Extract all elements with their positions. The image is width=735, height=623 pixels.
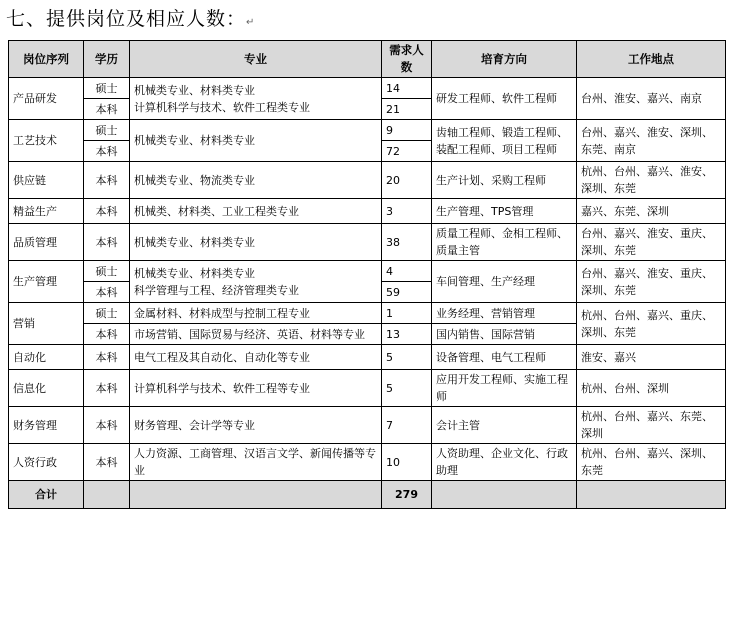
count-cell: 4 (382, 261, 432, 282)
table-row (9, 78, 726, 99)
education-cell: 本科 (84, 407, 130, 444)
category-cell: 人资行政 (9, 444, 84, 481)
count-cell: 7 (382, 407, 432, 444)
table-row (9, 162, 726, 199)
count-cell: 38 (382, 224, 432, 261)
education-cell: 本科 (84, 141, 130, 162)
category-cell: 品质管理 (9, 224, 84, 261)
col-header-major: 专业 (130, 41, 382, 78)
table-row (9, 370, 726, 407)
count-cell: 5 (382, 370, 432, 407)
education-cell: 本科 (84, 99, 130, 120)
location-cell: 杭州、台州、嘉兴、东莞、深圳 (577, 407, 726, 444)
direction-cell: 生产计划、采购工程师 (432, 162, 577, 199)
location-cell: 台州、嘉兴、淮安、重庆、深圳、东莞 (577, 261, 726, 303)
major-cell: 机械类专业、材料类专业 (130, 224, 382, 261)
category-cell: 供应链 (9, 162, 84, 199)
count-cell: 59 (382, 282, 432, 303)
count-cell: 1 (382, 303, 432, 324)
count-cell: 14 (382, 78, 432, 99)
positions-table (8, 40, 726, 509)
direction-cell: 研发工程师、软件工程师 (432, 78, 577, 120)
table-row (9, 120, 726, 141)
location-cell: 台州、嘉兴、淮安、深圳、东莞、南京 (577, 120, 726, 162)
location-cell: 淮安、嘉兴 (577, 345, 726, 370)
col-header-count: 需求人数 (382, 41, 432, 78)
direction-cell: 齿轴工程师、锻造工程师、装配工程师、项目工程师 (432, 120, 577, 162)
education-cell: 本科 (84, 370, 130, 407)
education-cell: 本科 (84, 162, 130, 199)
count-cell: 5 (382, 345, 432, 370)
col-header-direction: 培育方向 (432, 41, 577, 78)
direction-cell: 人资助理、企业文化、行政助理 (432, 444, 577, 481)
direction-cell: 业务经理、营销管理 (432, 303, 577, 324)
category-cell: 生产管理 (9, 261, 84, 303)
major-cell: 机械类专业、材料类专业 科学管理与工程、经济管理类专业 (130, 261, 382, 303)
count-cell: 20 (382, 162, 432, 199)
direction-cell: 会计主管 (432, 407, 577, 444)
category-cell: 工艺技术 (9, 120, 84, 162)
major-cell: 机械类专业、材料类专业 计算机科学与技术、软件工程类专业 (130, 78, 382, 120)
major-cell: 机械类专业、材料类专业 (130, 120, 382, 162)
education-cell: 本科 (84, 345, 130, 370)
education-cell: 硕士 (84, 303, 130, 324)
category-cell: 信息化 (9, 370, 84, 407)
education-cell: 本科 (84, 282, 130, 303)
category-cell: 精益生产 (9, 199, 84, 224)
table-row (9, 345, 726, 370)
location-cell: 台州、淮安、嘉兴、南京 (577, 78, 726, 120)
table-row (9, 199, 726, 224)
major-cell: 金属材料、材料成型与控制工程专业 (130, 303, 382, 324)
education-cell: 本科 (84, 224, 130, 261)
major-cell: 机械类专业、物流类专业 (130, 162, 382, 199)
education-cell: 本科 (84, 199, 130, 224)
location-cell: 杭州、台州、嘉兴、重庆、深圳、东莞 (577, 303, 726, 345)
education-cell: 硕士 (84, 261, 130, 282)
major-cell: 市场营销、国际贸易与经济、英语、材料等专业 (130, 324, 382, 345)
count-cell: 9 (382, 120, 432, 141)
location-cell: 杭州、台州、嘉兴、淮安、深圳、东莞 (577, 162, 726, 199)
total-row (9, 481, 726, 509)
education-cell: 本科 (84, 324, 130, 345)
section-title: 七、提供岗位及相应人数： (6, 8, 247, 30)
location-cell: 台州、嘉兴、淮安、重庆、深圳、东莞 (577, 224, 726, 261)
education-cell: 本科 (84, 444, 130, 481)
major-cell: 电气工程及其自动化、自动化等专业 (130, 345, 382, 370)
direction-cell: 国内销售、国际营销 (432, 324, 577, 345)
major-cell: 人力资源、工商管理、汉语言文学、新闻传播等专业 (130, 444, 382, 481)
direction-cell: 应用开发工程师、实施工程师 (432, 370, 577, 407)
table-row (9, 303, 726, 324)
table-header-row (9, 41, 726, 78)
location-cell: 杭州、台州、深圳 (577, 370, 726, 407)
count-cell: 10 (382, 444, 432, 481)
category-cell: 营销 (9, 303, 84, 345)
location-cell: 杭州、台州、嘉兴、深圳、东莞 (577, 444, 726, 481)
count-cell: 21 (382, 99, 432, 120)
table-row (9, 224, 726, 261)
category-cell: 财务管理 (9, 407, 84, 444)
total-count: 279 (382, 481, 432, 509)
section-heading: 七、提供岗位及相应人数：↵ (6, 8, 256, 30)
location-cell: 嘉兴、东莞、深圳 (577, 199, 726, 224)
total-label: 合计 (9, 481, 84, 509)
direction-cell: 设备管理、电气工程师 (432, 345, 577, 370)
count-cell: 3 (382, 199, 432, 224)
direction-cell: 生产管理、TPS管理 (432, 199, 577, 224)
col-header-location: 工作地点 (577, 41, 726, 78)
education-cell: 硕士 (84, 78, 130, 99)
count-cell: 72 (382, 141, 432, 162)
major-cell: 机械类、材料类、工业工程类专业 (130, 199, 382, 224)
direction-cell: 车间管理、生产经理 (432, 261, 577, 303)
table-row (9, 444, 726, 481)
major-cell: 计算机科学与技术、软件工程等专业 (130, 370, 382, 407)
education-cell: 硕士 (84, 120, 130, 141)
category-cell: 产品研发 (9, 78, 84, 120)
count-cell: 13 (382, 324, 432, 345)
direction-cell: 质量工程师、金相工程师、质量主管 (432, 224, 577, 261)
col-header-education: 学历 (84, 41, 130, 78)
table-row (9, 407, 726, 444)
col-header-category: 岗位序列 (9, 41, 84, 78)
major-cell: 财务管理、会计学等专业 (130, 407, 382, 444)
category-cell: 自动化 (9, 345, 84, 370)
table-row (9, 261, 726, 282)
